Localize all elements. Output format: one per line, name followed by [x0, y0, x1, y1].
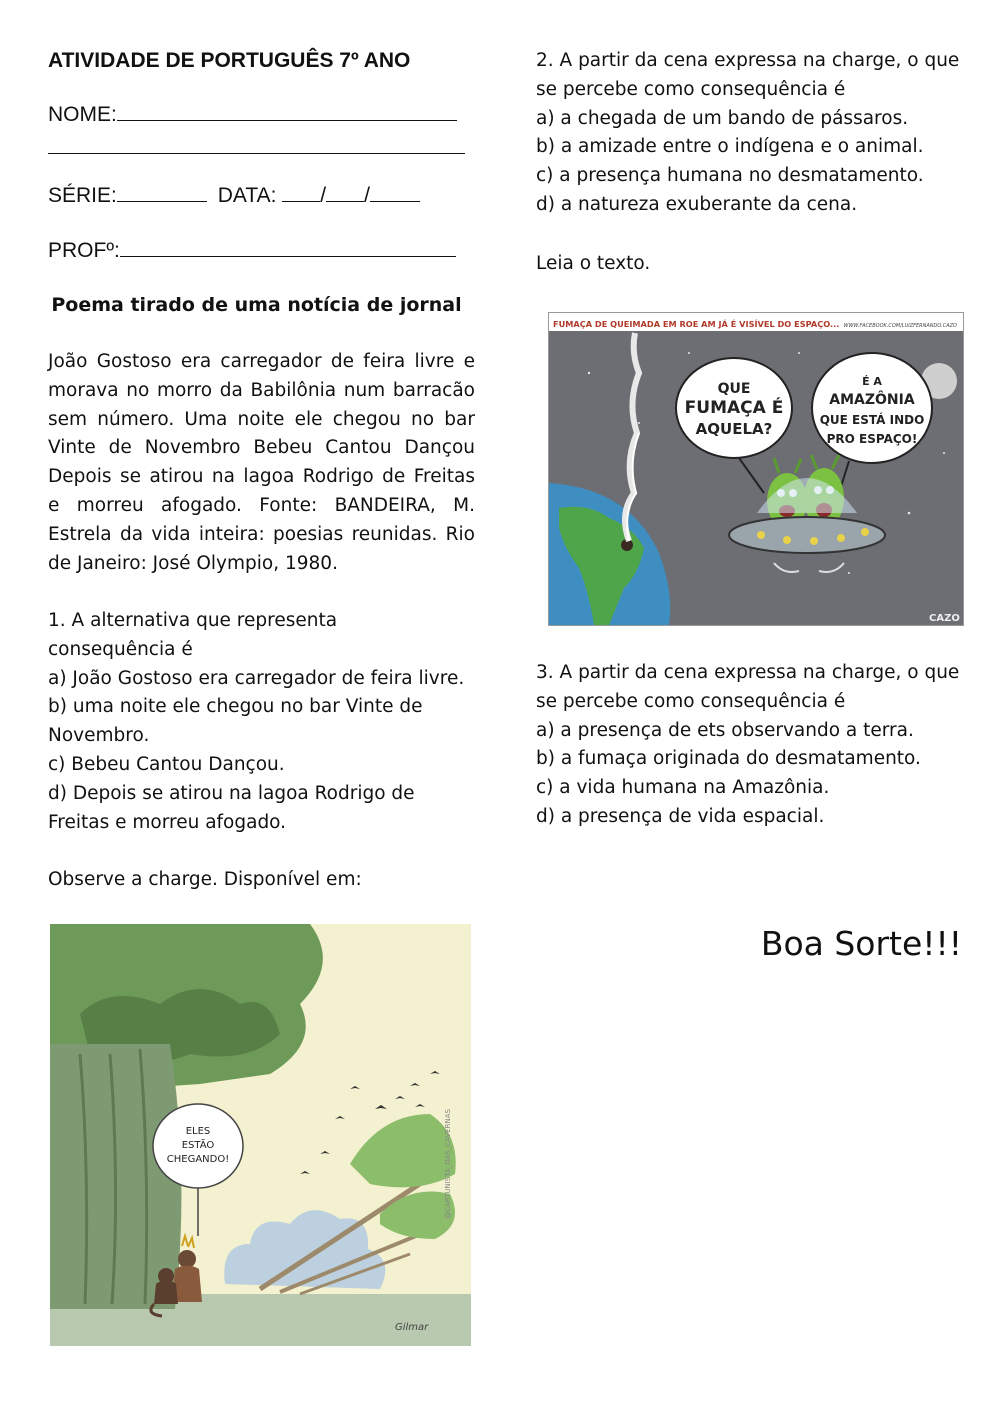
prof-label: PROFº:: [48, 239, 120, 262]
bubble1-text: AQUELA?: [695, 420, 773, 438]
poem-line: João Gostoso era carregador de feira livre e: [48, 351, 475, 372]
date-month-blank[interactable]: [326, 201, 364, 202]
bubble2-text: AMAZÔNIA: [829, 392, 915, 408]
date-label: DATA:: [217, 184, 277, 207]
q1-option-d-cont[interactable]: Freitas e morreu afogado.: [48, 811, 287, 833]
poem-line: morava no morro da Babilônia num barracão: [48, 379, 475, 401]
q1-line: 1. A alternativa que representa: [48, 610, 338, 631]
date-year-blank[interactable]: [370, 201, 420, 202]
poem-line: de Janeiro: José Olympio, 1980.: [48, 552, 338, 574]
q3-option-a[interactable]: a) a presença de ets observando a terra.: [536, 719, 914, 741]
boa-sorte-closing: Boa Sorte!!!: [760, 924, 962, 963]
name-blank-second-line[interactable]: [48, 153, 465, 154]
q1-option-c[interactable]: c) Bebeu Cantou Dançou.: [48, 753, 285, 775]
cartoon1-speech-text: CHEGANDO!: [166, 1154, 230, 1165]
bubble-e-a-amazonia: [812, 353, 932, 463]
name-blank[interactable]: [117, 120, 457, 121]
cartoon1-speech-text: ESTÃO: [181, 1140, 215, 1151]
q1-option-d[interactable]: d) Depois se atirou na lagoa Rodrigo de: [48, 782, 415, 804]
cartoon2-url: WWW.FACEBOOK.COM/LUIZFERNANDO.CAZO: [843, 323, 957, 329]
poem-text: [48, 348, 475, 578]
bubble1-text: FUMAÇA É: [684, 398, 784, 418]
q2-option-d[interactable]: d) a natureza exuberante da cena.: [536, 193, 858, 215]
worksheet-title: ATIVIDADE DE PORTUGUÊS 7º ANO: [48, 49, 411, 72]
bubble1-text: QUE: [717, 381, 751, 397]
q1-option-b-cont[interactable]: Novembro.: [48, 725, 150, 747]
deforestation-cartoon: [50, 924, 471, 1346]
q2-line: 2. A partir da cena expressa na charge, o que: [536, 50, 960, 71]
leia-text: Leia o texto.: [536, 253, 651, 274]
serie-date-row: [48, 184, 420, 208]
cartoon2-signature: CAZO: [929, 613, 960, 624]
q3-option-d[interactable]: d) a presença de vida espacial.: [536, 805, 825, 827]
q2-line: se percebe como consequência é: [536, 78, 846, 100]
cartoon1-signature: Gilmar: [395, 1322, 429, 1333]
bubble2-text: É A: [862, 375, 882, 388]
q2-option-c[interactable]: c) a presença humana no desmatamento.: [536, 165, 924, 187]
question-3: [536, 659, 976, 832]
q1-option-a[interactable]: a) João Gostoso era carregador de feira livre.: [48, 667, 465, 689]
q2-option-b[interactable]: b) a amizade entre o indígena e o animal.: [536, 136, 924, 158]
cartoon1-speech-text: ELES: [185, 1126, 211, 1137]
question-1: [48, 607, 488, 837]
poem-line: sem número. Uma noite ele chegou no bar: [48, 408, 475, 430]
flying-saucer: [729, 517, 885, 553]
poem-line: Depois se atirou na lagoa Rodrigo de Freitas: [48, 466, 475, 488]
q1-line: consequência é: [48, 638, 193, 660]
name-label: NOME:: [48, 103, 117, 126]
poem-line: Vinte de Novembro Bebeu Cantou Dançou: [48, 437, 475, 459]
prof-field: [48, 239, 456, 263]
q3-line: se percebe como consequência é: [536, 690, 846, 712]
space-smoke-cartoon: [548, 312, 964, 626]
date-day-blank[interactable]: [282, 201, 320, 202]
prof-blank[interactable]: [120, 256, 456, 257]
q2-option-a[interactable]: a) a chegada de um bando de pássaros.: [536, 107, 909, 129]
cartoon2-headline: FUMAÇA DE QUEIMADA EM ROE AM JÁ É VISÍVEL DO ESPAÇO...: [553, 319, 840, 329]
q3-option-c[interactable]: c) a vida humana na Amazônia.: [536, 777, 830, 799]
q3-option-b[interactable]: b) a fumaça originada do desmatamento.: [536, 748, 921, 770]
name-field[interactable]: [48, 103, 457, 127]
observe-text: Observe a charge. Disponível em:: [48, 869, 362, 890]
date-separator: /: [320, 184, 327, 207]
q3-line: 3. A partir da cena expressa na charge, o que: [536, 662, 960, 683]
poem-title: Poema tirado de uma notícia de jornal: [51, 294, 462, 316]
serie-blank[interactable]: [117, 201, 207, 202]
bubble2-text: PRO ESPAÇO!: [826, 432, 918, 446]
poem-line: e morreu afogado. Fonte: BANDEIRA, M.: [48, 494, 475, 516]
date-separator: /: [364, 184, 370, 207]
question-2: [536, 47, 976, 220]
q1-option-b[interactable]: b) uma noite ele chegou no bar Vinte de: [48, 696, 423, 718]
bubble2-text: QUE ESTÁ INDO: [819, 413, 925, 427]
cartoon1-side-credit: @CARTUNISTA_DAS_CAVERNAS: [444, 1109, 452, 1219]
serie-label: SÉRIE:: [48, 184, 117, 207]
poem-line: Estrela da vida inteira: poesias reunidas. Rio: [48, 523, 475, 545]
